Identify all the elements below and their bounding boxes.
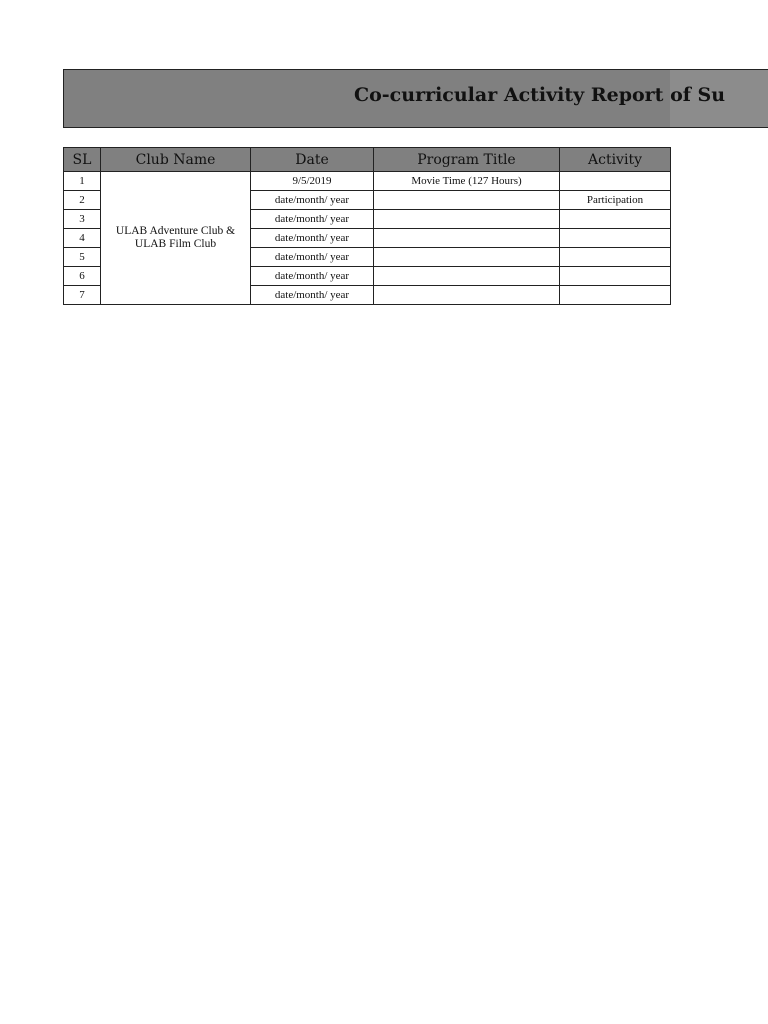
- cell-date: date/month/ year: [251, 229, 374, 248]
- activity-table: [63, 147, 671, 305]
- header-club-name: Club Name: [101, 148, 251, 172]
- cell-sl: 2: [64, 191, 101, 210]
- cell-activity: [560, 267, 671, 286]
- cell-date: date/month/ year: [251, 191, 374, 210]
- cell-program-title: [374, 210, 560, 229]
- table-header-row: [64, 148, 671, 172]
- cell-club-name: ULAB Adventure Club & ULAB Film Club: [101, 172, 251, 305]
- cell-sl: 4: [64, 229, 101, 248]
- cell-sl: 1: [64, 172, 101, 191]
- cell-activity: [560, 172, 671, 191]
- header-date: Date: [251, 148, 374, 172]
- cell-activity: Participation: [560, 191, 671, 210]
- cell-sl: 5: [64, 248, 101, 267]
- cell-activity: [560, 248, 671, 267]
- report-title-banner: [63, 69, 768, 128]
- header-sl: SL: [64, 148, 101, 172]
- cell-sl: 7: [64, 286, 101, 305]
- header-activity: Activity: [560, 148, 671, 172]
- cell-date: 9/5/2019: [251, 172, 374, 191]
- cell-date: date/month/ year: [251, 248, 374, 267]
- cell-program-title: [374, 229, 560, 248]
- cell-activity: [560, 286, 671, 305]
- report-title: Co-curricular Activity Report of Su: [354, 84, 726, 106]
- cell-sl: 3: [64, 210, 101, 229]
- cell-date: date/month/ year: [251, 210, 374, 229]
- cell-activity: [560, 229, 671, 248]
- cell-date: date/month/ year: [251, 286, 374, 305]
- cell-sl: 6: [64, 267, 101, 286]
- cell-program-title: [374, 286, 560, 305]
- cell-activity: [560, 210, 671, 229]
- cell-date: date/month/ year: [251, 267, 374, 286]
- cell-program-title: Movie Time (127 Hours): [374, 172, 560, 191]
- cell-program-title: [374, 267, 560, 286]
- table-row: [64, 172, 671, 191]
- cell-program-title: [374, 191, 560, 210]
- cell-program-title: [374, 248, 560, 267]
- header-program-title: Program Title: [374, 148, 560, 172]
